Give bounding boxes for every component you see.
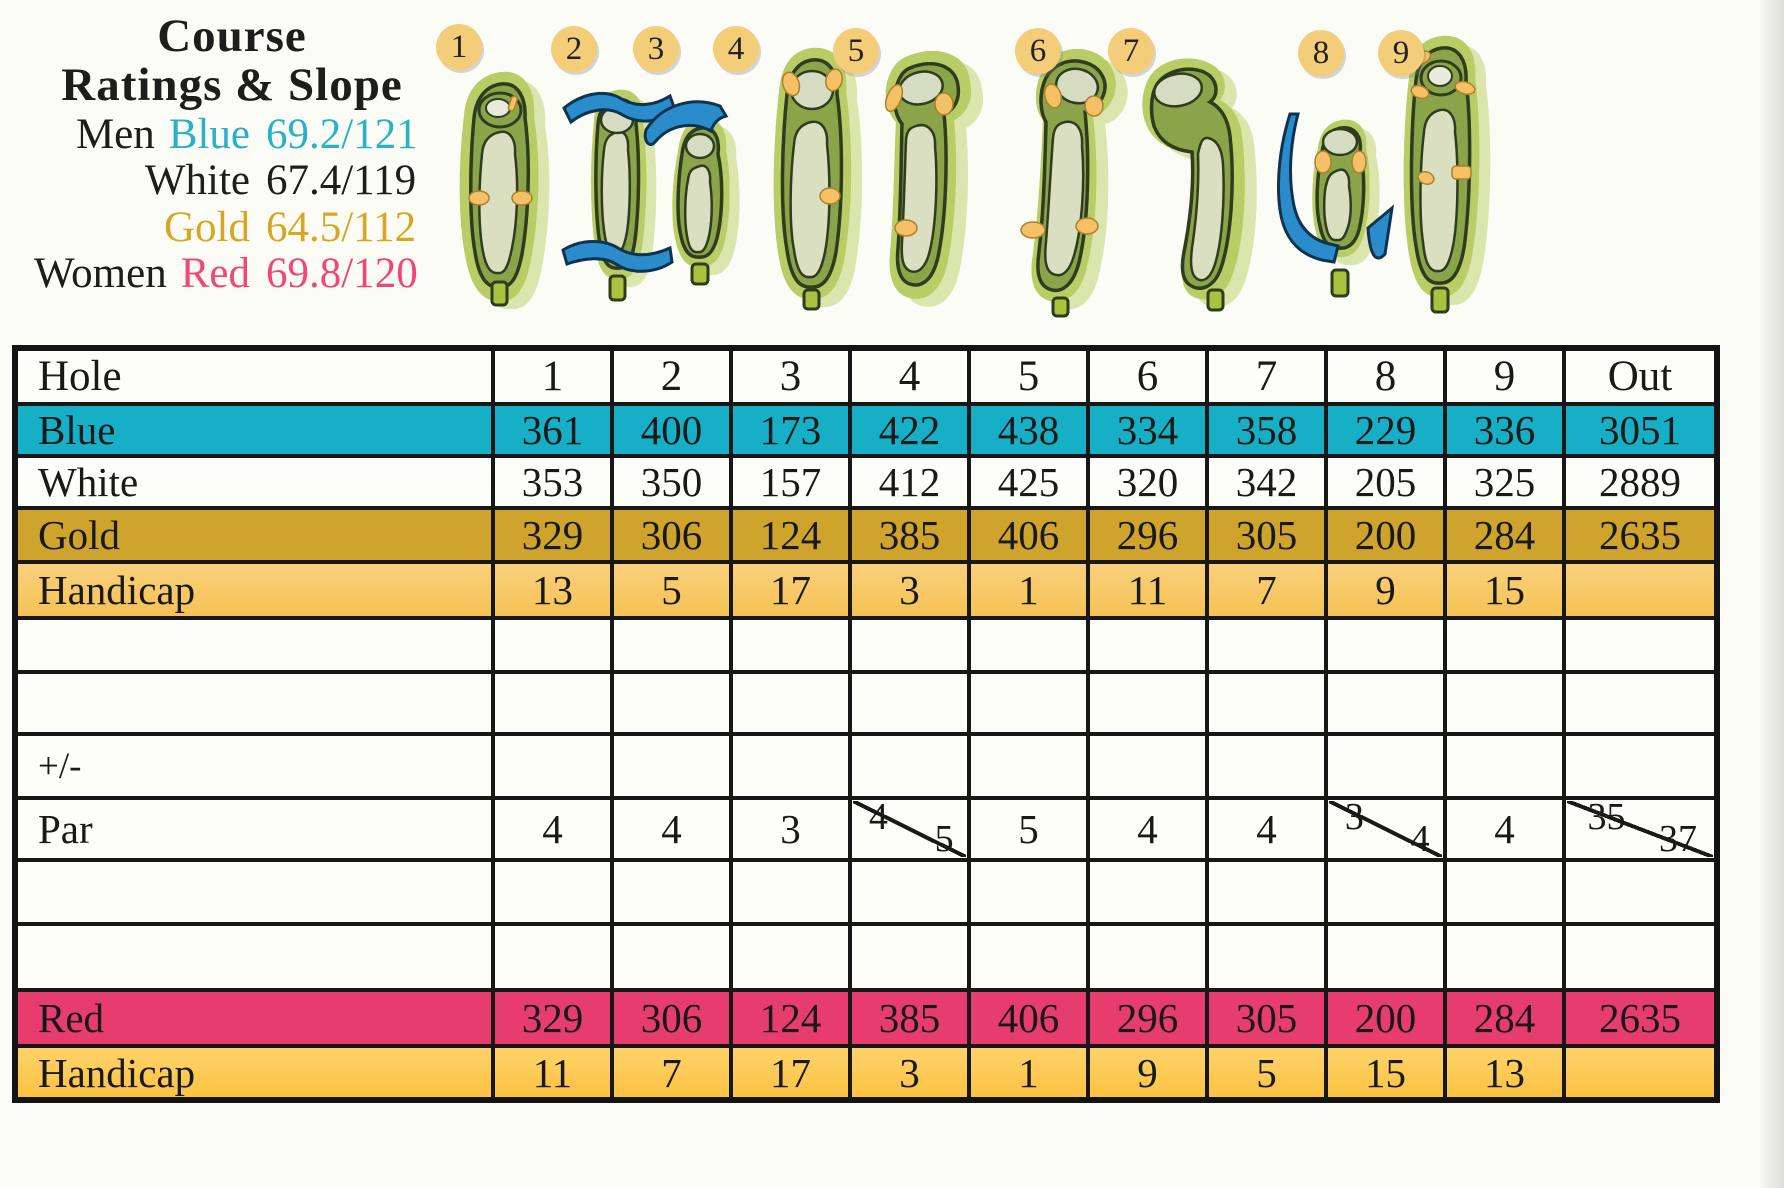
putting-green: [479, 93, 521, 127]
score-cell: 361: [493, 404, 612, 456]
row-label: Gold: [15, 508, 493, 562]
row-label: Handicap: [15, 562, 493, 618]
score-cell: 8: [1326, 348, 1445, 404]
tee-box: [1208, 290, 1223, 310]
score-cell: [612, 860, 731, 924]
hole-4-number-badge: [713, 26, 759, 72]
score-cell: [969, 618, 1088, 672]
score-cell: 406: [969, 990, 1088, 1046]
score-cell: [493, 672, 612, 734]
score-cell: [1326, 618, 1445, 672]
row-header: [15, 348, 1717, 404]
score-cell: 11: [1088, 562, 1207, 618]
score-cell: [731, 618, 850, 672]
score-cell: 5: [612, 562, 731, 618]
score-cell: 1: [969, 1046, 1088, 1100]
score-cell: [1207, 618, 1326, 672]
row-empty2: [15, 672, 1717, 734]
score-cell: 329: [493, 990, 612, 1046]
hole-7-number-badge: [1108, 28, 1154, 74]
split-par-cell: [1329, 798, 1442, 860]
rating-value: 69.8/120: [266, 250, 418, 298]
score-cell: 3: [850, 562, 969, 618]
score-cell: [731, 924, 850, 990]
hole-2-number-badge: [551, 26, 597, 72]
course-ratings-panel: [26, 12, 438, 297]
score-cell: 4: [850, 348, 969, 404]
hole-number: 4: [727, 30, 745, 67]
score-cell: 11: [493, 1046, 612, 1100]
row-gold: [15, 508, 1717, 562]
score-cell: [493, 860, 612, 924]
score-cell: 342: [1207, 456, 1326, 508]
score-cell: [1564, 924, 1717, 990]
split-par-cell: [853, 798, 966, 860]
score-cell: 306: [612, 990, 731, 1046]
row-empty3: [15, 860, 1717, 924]
score-cell: 3051: [1564, 404, 1717, 456]
tee-box: [492, 282, 507, 305]
rating-tee: White: [144, 157, 250, 205]
score-cell: 329: [493, 508, 612, 562]
score-cell: 173: [731, 404, 850, 456]
rating-tee: Blue: [168, 110, 250, 158]
score-cell: [1564, 1046, 1717, 1100]
score-cell: [1445, 672, 1564, 734]
row-label: Par: [15, 798, 493, 860]
row-label: White: [15, 456, 493, 508]
score-cell: [731, 672, 850, 734]
score-cell: 3: [731, 798, 850, 860]
score-cell: 1: [969, 562, 1088, 618]
hole-1-illustration: [438, 58, 566, 310]
score-cell: 5: [969, 348, 1088, 404]
hole-1-number-badge: [436, 24, 482, 70]
hole-number: 8: [1312, 34, 1330, 71]
score-cell: 3: [850, 1046, 969, 1100]
score-cell: 7: [1207, 562, 1326, 618]
score-cell: 2635: [1564, 990, 1717, 1046]
score-cell: 6: [1088, 348, 1207, 404]
score-cell: [1564, 672, 1717, 734]
par-bottom-value: 37: [1658, 818, 1697, 860]
score-cell: [1564, 734, 1717, 798]
score-cell: 124: [731, 508, 850, 562]
score-cell: 284: [1445, 990, 1564, 1046]
score-cell: 385: [850, 508, 969, 562]
score-cell: 4: [1207, 798, 1326, 860]
score-cell: 400: [612, 404, 731, 456]
hole-number: 3: [647, 30, 665, 67]
score-cell: 412: [850, 456, 969, 508]
tee-box: [1332, 270, 1348, 296]
score-cell: 325: [1445, 456, 1564, 508]
score-cell: 4: [1445, 798, 1564, 860]
row-label: +/-: [15, 734, 493, 798]
rating-tee: Red: [180, 250, 250, 298]
hole-7-fairway-map: [1112, 42, 1272, 312]
score-cell: [1445, 860, 1564, 924]
row-label: [15, 860, 493, 924]
score-cell: [731, 860, 850, 924]
score-cell: 336: [1445, 404, 1564, 456]
score-cell: [1207, 860, 1326, 924]
ratings-title: [26, 12, 438, 111]
score-cell: 3: [731, 348, 850, 404]
score-cell: [850, 734, 969, 798]
hole-9-number-badge: [1378, 30, 1424, 76]
score-cell: 320: [1088, 456, 1207, 508]
tee-box: [610, 276, 625, 300]
rating-row-gold: [26, 205, 438, 251]
rating-value: 67.4/119: [266, 157, 417, 205]
score-cell: [1207, 672, 1326, 734]
score-cell: [1088, 672, 1207, 734]
row-label: Red: [15, 990, 493, 1046]
row-empty4: [15, 924, 1717, 990]
score-cell: [969, 860, 1088, 924]
score-cell: 9: [1326, 562, 1445, 618]
tee-box: [1053, 298, 1068, 316]
score-cell: 296: [1088, 990, 1207, 1046]
hole-3-illustration: [640, 74, 760, 290]
hole-4-illustration: [752, 36, 872, 312]
score-cell: [969, 734, 1088, 798]
score-cell: 205: [1326, 456, 1445, 508]
score-cell: 284: [1445, 508, 1564, 562]
score-cell: [1564, 562, 1717, 618]
row-empty1: [15, 618, 1717, 672]
hole-1-fairway-map: [438, 58, 566, 310]
row-white: [15, 456, 1717, 508]
par-bottom-value: 4: [1410, 818, 1430, 860]
par-top-value: 3: [1344, 798, 1364, 838]
score-cell: 2889: [1564, 456, 1717, 508]
score-cell: [1326, 924, 1445, 990]
rating-row-men-blue: [26, 112, 438, 158]
score-cell: [850, 672, 969, 734]
ratings-title-line2: Ratings & Slope: [61, 59, 403, 112]
score-cell: 305: [1207, 508, 1326, 562]
score-cell: 334: [1088, 404, 1207, 456]
score-cell: [612, 734, 731, 798]
score-cell: [850, 798, 969, 860]
rating-group: Men: [75, 110, 155, 158]
hole-number: 6: [1029, 32, 1047, 69]
putting-green: [1323, 129, 1357, 155]
score-cell: 7: [612, 1046, 731, 1100]
hole-8-number-badge: [1298, 30, 1344, 76]
par-bottom-value: 5: [934, 818, 954, 860]
score-cell: 7: [1207, 348, 1326, 404]
rating-value: 69.2/121: [266, 110, 418, 158]
score-cell: 296: [1088, 508, 1207, 562]
tee-box: [804, 290, 819, 309]
hole-number: 5: [847, 32, 865, 69]
score-cell: 1: [493, 348, 612, 404]
score-cell: [1207, 734, 1326, 798]
row-par: [15, 798, 1717, 860]
hole-number: 9: [1392, 34, 1410, 71]
hole-number: 7: [1122, 32, 1140, 69]
rating-group: Women: [34, 250, 167, 298]
rating-tee: Gold: [164, 203, 250, 251]
score-cell: [1088, 924, 1207, 990]
score-cell: 2: [612, 348, 731, 404]
hole-number: 1: [450, 28, 468, 65]
score-cell: 4: [493, 798, 612, 860]
row-handicap2: [15, 1046, 1717, 1100]
score-cell: 229: [1326, 404, 1445, 456]
score-cell: 5: [1207, 1046, 1326, 1100]
score-cell: [1088, 734, 1207, 798]
score-cell: [612, 672, 731, 734]
hole-5-fairway-map: [858, 40, 1013, 310]
score-cell: 358: [1207, 404, 1326, 456]
hole-3-number-badge: [633, 26, 679, 72]
score-cell: 4: [612, 798, 731, 860]
score-cell: [493, 734, 612, 798]
score-cell: 17: [731, 1046, 850, 1100]
score-cell: 9: [1088, 1046, 1207, 1100]
score-cell: [612, 924, 731, 990]
hole-4-fairway-map: [752, 36, 872, 312]
score-cell: 200: [1326, 508, 1445, 562]
score-cell: 9: [1445, 348, 1564, 404]
score-cell: [1326, 798, 1445, 860]
row-label: [15, 924, 493, 990]
rating-row-women-red: [26, 251, 438, 297]
score-cell: 2635: [1564, 508, 1717, 562]
row-label: [15, 672, 493, 734]
score-cell: 438: [969, 404, 1088, 456]
score-cell: 200: [1326, 990, 1445, 1046]
row-label: Blue: [15, 404, 493, 456]
hole-7-illustration: [1112, 42, 1272, 312]
score-cell: [1326, 734, 1445, 798]
score-cell: [969, 672, 1088, 734]
score-cell: [1088, 618, 1207, 672]
score-cell: 4: [1088, 798, 1207, 860]
score-cell: [1207, 924, 1326, 990]
row-blue: [15, 404, 1717, 456]
score-cell: [1326, 672, 1445, 734]
score-cell: [1326, 860, 1445, 924]
score-cell: 306: [612, 508, 731, 562]
score-cell: 13: [493, 562, 612, 618]
score-cell: [850, 618, 969, 672]
rating-row-white: [26, 158, 438, 204]
score-cell: 305: [1207, 990, 1326, 1046]
row-red: [15, 990, 1717, 1046]
score-cell: 124: [731, 990, 850, 1046]
tee-box: [692, 264, 708, 284]
score-cell: 422: [850, 404, 969, 456]
row-label: Hole: [15, 348, 493, 404]
score-cell: 350: [612, 456, 731, 508]
score-cell: [493, 924, 612, 990]
par-top-value: 35: [1587, 798, 1626, 838]
split-par-cell: [1567, 798, 1713, 860]
score-cell: 17: [731, 562, 850, 618]
score-cell: [1564, 618, 1717, 672]
score-cell: [1564, 860, 1717, 924]
tee-box: [1432, 288, 1448, 312]
score-cell: 385: [850, 990, 969, 1046]
row-plusminus: [15, 734, 1717, 798]
score-cell: 15: [1445, 562, 1564, 618]
score-cell: 5: [969, 798, 1088, 860]
score-cell: [1445, 924, 1564, 990]
hole-5-illustration: [858, 40, 1013, 310]
score-cell: [1445, 734, 1564, 798]
hole-number: 2: [565, 30, 583, 67]
score-cell: [731, 734, 850, 798]
score-cell: 353: [493, 456, 612, 508]
score-cell: 157: [731, 456, 850, 508]
score-cell: [1564, 798, 1717, 860]
hole-5-number-badge: [833, 28, 879, 74]
scorecard-table: [12, 345, 1720, 1103]
score-cell: 425: [969, 456, 1088, 508]
score-cell: [850, 860, 969, 924]
par-top-value: 4: [868, 798, 888, 838]
row-label: Handicap: [15, 1046, 493, 1100]
score-cell: [612, 618, 731, 672]
score-cell: [1445, 618, 1564, 672]
rating-value: 64.5/112: [266, 203, 417, 251]
score-cell: [1088, 860, 1207, 924]
ratings-title-line1: Course: [157, 10, 307, 62]
score-cell: 13: [1445, 1046, 1564, 1100]
score-cell: 15: [1326, 1046, 1445, 1100]
hole-3-fairway-map: [640, 74, 760, 290]
score-cell: [493, 618, 612, 672]
hole-6-number-badge: [1015, 28, 1061, 74]
score-cell: [850, 924, 969, 990]
score-cell: Out: [1564, 348, 1717, 404]
row-label: [15, 618, 493, 672]
score-cell: 406: [969, 508, 1088, 562]
row-handicap: [15, 562, 1717, 618]
putting-green: [686, 134, 714, 158]
score-cell: [969, 924, 1088, 990]
